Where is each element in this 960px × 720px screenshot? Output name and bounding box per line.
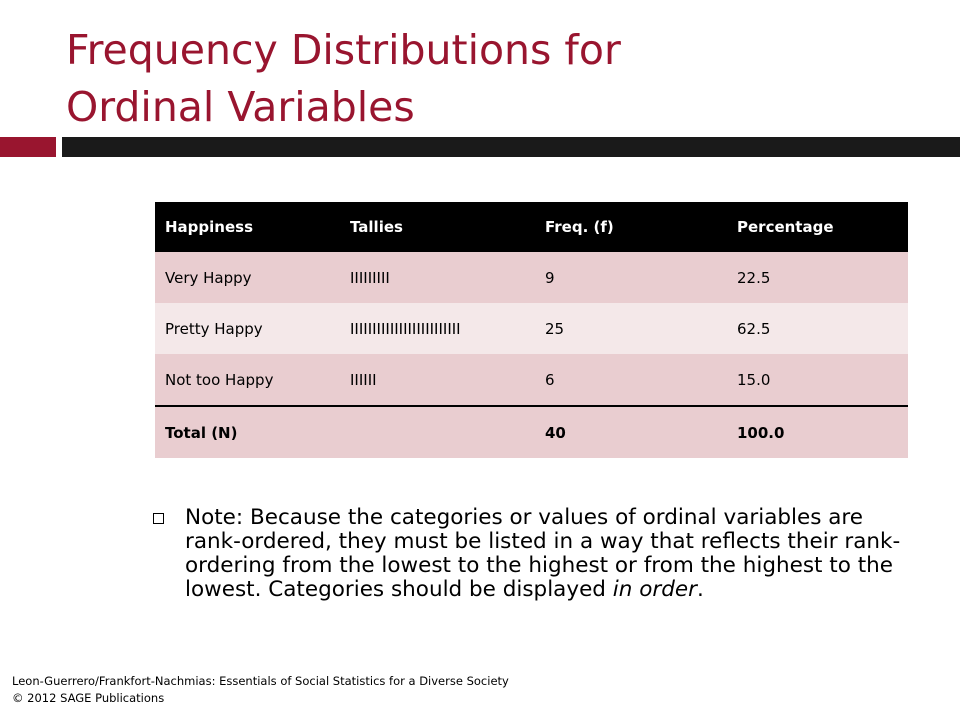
table-row xyxy=(155,252,908,303)
cell-frequency: 6 xyxy=(535,354,727,406)
footer-line2: © 2012 SAGE Publications xyxy=(12,691,165,705)
note-text-main: Note: Because the categories or values of ordinal variables are rank-ordered, they must be listed in a way that reflects their rank-ordering from the lowest to the highest or from the highest to the lowest. Categories should be displayed xyxy=(185,505,901,602)
header-percentage: Percentage xyxy=(727,202,908,252)
title-accent-bar xyxy=(0,137,56,157)
slide-title-line2: Ordinal Variables xyxy=(66,83,415,131)
cell-category: Very Happy xyxy=(155,252,340,303)
note-text-end: . xyxy=(696,577,704,602)
header-frequency: Freq. (f) xyxy=(535,202,727,252)
cell-percentage: 62.5 xyxy=(727,303,908,354)
cell-category: Pretty Happy xyxy=(155,303,340,354)
cell-tallies: IIIIIIIIIIIIIIIIIIIIIIIII xyxy=(340,303,535,354)
cell-total-frequency: 40 xyxy=(535,406,727,458)
note-text-italic: in order xyxy=(612,577,697,602)
cell-percentage: 15.0 xyxy=(727,354,908,406)
title-divider-bar xyxy=(62,137,960,157)
slide-title-line1: Frequency Distributions for xyxy=(66,26,621,74)
cell-total-label: Total (N) xyxy=(155,406,340,458)
cell-frequency: 9 xyxy=(535,252,727,303)
cell-tallies: IIIIII xyxy=(340,354,535,406)
cell-frequency: 25 xyxy=(535,303,727,354)
footer-line1: Leon-Guerrero/Frankfort-Nachmias: Essentials of Social Statistics for a Diverse Society xyxy=(12,674,509,688)
cell-total-percentage: 100.0 xyxy=(727,406,908,458)
table-row xyxy=(155,303,908,354)
cell-tallies: IIIIIIIII xyxy=(340,252,535,303)
slide-title xyxy=(66,22,926,136)
note-bullet xyxy=(153,506,913,602)
table-header-row xyxy=(155,202,908,252)
footer-citation xyxy=(12,673,509,707)
cell-total-tallies xyxy=(340,406,535,458)
cell-category: Not too Happy xyxy=(155,354,340,406)
square-bullet-icon xyxy=(153,513,164,524)
cell-percentage: 22.5 xyxy=(727,252,908,303)
frequency-table xyxy=(155,202,908,458)
header-happiness: Happiness xyxy=(155,202,340,252)
table-total-row xyxy=(155,406,908,458)
note-text xyxy=(185,506,913,602)
header-tallies: Tallies xyxy=(340,202,535,252)
table-row xyxy=(155,354,908,406)
